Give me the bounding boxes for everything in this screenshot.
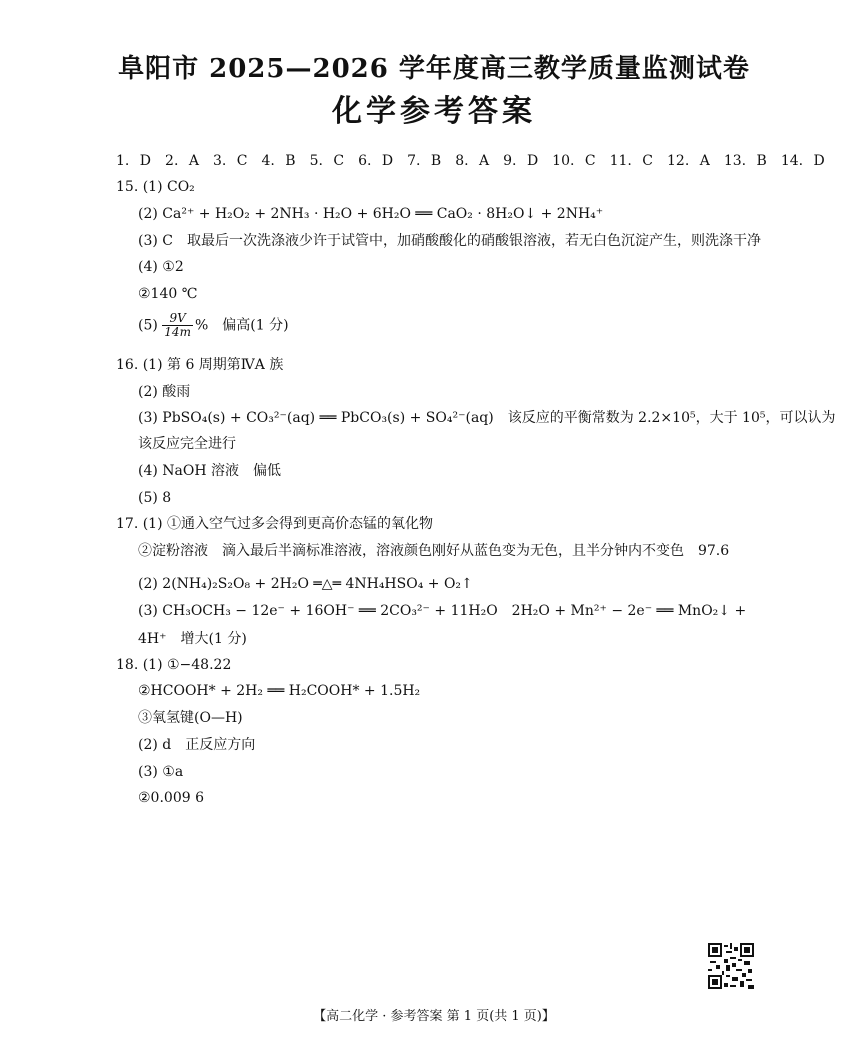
qr-code-icon xyxy=(708,943,754,989)
q15-line-6 xyxy=(138,312,289,339)
page-subtitle: 化学参考答案 xyxy=(332,94,536,129)
q18-line-1: 18. (1) ①−48.22 xyxy=(116,657,232,673)
q16-line-3: (3) PbSO₄(s) + CO₃²⁻(aq) ══ PbCO₃(s) + SO₄²⁻(aq) 该反应的平衡常数为 2.2×10⁵，大于 10⁵，可以认为 xyxy=(138,410,836,426)
q17-line-1: 17. (1) ①通入空气过多会得到更高价态锰的氧化物 xyxy=(116,516,433,532)
q15-line-5: ②140 ℃ xyxy=(138,286,198,302)
mcq-answers: 1. D 2. A 3. C 4. B 5. C 6. D 7. B 8. A 9. D 10. C 11. C 12. A 13. B 14. D xyxy=(116,153,825,169)
q18-line-4: (2) d 正反应方向 xyxy=(138,737,256,753)
q16-line-4: 该反应完全进行 xyxy=(138,436,236,452)
q17-line-3: (2) 2(NH₄)₂S₂O₈ + 2H₂O ═△═ 4NH₄HSO₄ + O₂↑ xyxy=(138,576,473,592)
q15-part5-label: (5) xyxy=(138,317,158,334)
q15-line-3: (3) C 取最后一次洗涤液少许于试管中，加硝酸酸化的硝酸银溶液，若无白色沉淀产生，则洗涤干净 xyxy=(138,233,761,249)
q15-line-2: (2) Ca²⁺ + H₂O₂ + 2NH₃ · H₂O + 6H₂O ══ CaO₂ · 8H₂O↓ + 2NH₄⁺ xyxy=(138,206,604,222)
q17-line-2: ②淀粉溶液 滴入最后半滴标准溶液，溶液颜色刚好从蓝色变为无色，且半分钟内不变色 97.6 xyxy=(138,543,730,559)
q18-line-6: ②0.009 6 xyxy=(138,790,204,806)
q16-line-1: 16. (1) 第 6 周期第ⅣA 族 xyxy=(116,357,284,373)
q15-part5-suffix: % 偏高(1 分) xyxy=(194,317,289,334)
q16-line-5: (4) NaOH 溶液 偏低 xyxy=(138,463,282,479)
fraction xyxy=(162,312,193,339)
q15-line-4: (4) ①2 xyxy=(138,259,184,275)
q16-line-6: (5) 8 xyxy=(138,490,172,506)
fraction-numerator: 9V xyxy=(162,312,193,326)
q17-line-5: 4H⁺ 增大(1 分) xyxy=(138,631,247,647)
q18-line-5: (3) ①a xyxy=(138,764,184,780)
q17-line-4: (3) CH₃OCH₃ − 12e⁻ + 16OH⁻ ══ 2CO₃²⁻ + 11H₂O 2H₂O + Mn²⁺ − 2e⁻ ══ MnO₂↓ + xyxy=(138,603,747,619)
q18-line-3: ③氧氢键(O—H) xyxy=(138,710,243,726)
fraction-denominator: 14m xyxy=(164,325,191,339)
page-title: 阜阳市 2025—2026 学年度高三教学质量监测试卷 xyxy=(118,54,750,84)
q15-line-1: 15. (1) CO₂ xyxy=(116,179,195,195)
page-footer: 【高二化学 · 参考答案 第 1 页(共 1 页)】 xyxy=(313,1009,555,1024)
q16-line-2: (2) 酸雨 xyxy=(138,384,191,400)
q18-line-2: ②HCOOH* + 2H₂ ══ H₂COOH* + 1.5H₂ xyxy=(138,683,421,699)
